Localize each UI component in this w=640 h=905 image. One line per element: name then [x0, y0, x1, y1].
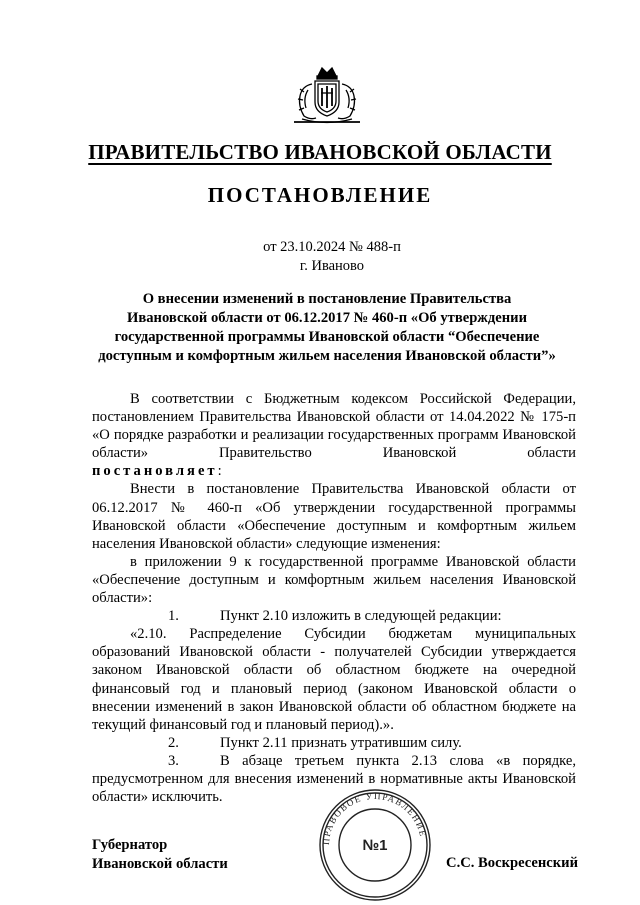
item-1 — [92, 607, 576, 625]
signature-block — [92, 836, 228, 874]
appendix-paragraph: в приложении 9 к государственной программе Ивановской области «Обеспечение доступным и комфортным жильем населения Ивановской области»: — [92, 553, 576, 607]
item-2 — [92, 734, 576, 752]
item-3-text: В абзаце третьем пункта 2.13 слова «в порядке, предусмотренном для внесения изменений в нормативные акты Ивановской области» исключить. — [92, 752, 576, 806]
subject-line: доступным и комфортным жильем населения Ивановской области”» — [98, 348, 556, 364]
signer-region: Ивановской области — [92, 856, 228, 872]
intro-paragraph: Внести в постановление Правительства Ивановской области от 06.12.2017 № 460-п «Об утверждении государственной программы Ивановской области «Обеспечение доступным и комфортным жильем населения Ивановской области» следующие изменения: — [92, 481, 576, 552]
decree-word: постановляет — [92, 463, 218, 480]
coat-of-arms-icon — [288, 62, 366, 128]
organization-title: ПРАВИТЕЛЬСТВО ИВАНОВСКОЙ ОБЛАСТИ — [88, 140, 552, 164]
document-type: ПОСТАНОВЛЕНИЕ — [207, 183, 433, 207]
item-1-number: 1. — [168, 608, 179, 625]
decree-paragraph — [92, 462, 576, 480]
signer-name: С.С. Воскресенский — [446, 855, 578, 871]
subject-line: Ивановской области от 06.12.2017 № 460-п «Об утверждении — [127, 310, 527, 326]
preamble-paragraph — [92, 390, 576, 462]
item-1-text: Пункт 2.10 изложить в следующей редакции: — [220, 608, 502, 625]
date-number: от 23.10.2024 № 488-п — [263, 239, 401, 255]
item-2-number: 2. — [168, 734, 179, 751]
document-meta — [0, 238, 640, 276]
subject-line: государственной программы Ивановской области “Обеспечение — [114, 329, 540, 345]
item-2-text: Пункт 2.11 признать утратившим силу. — [220, 734, 462, 751]
quoted-paragraph: «2.10. Распределение Субсидии бюджетам муниципальных образований Ивановской области - получателей Субсидии утверждается законом Ивановской области об областном бюджете на очередной финансовый год и плановый период (законом Ивановской области о внесении изменений в закон Ивановской области об областном бюджете на текущий финансовый год и плановый период).». — [92, 626, 576, 733]
stamp-text: ПРАВОВОЕ УПРАВЛЕНИЕ — [320, 790, 429, 846]
document-body — [92, 390, 576, 806]
document-subject — [88, 290, 566, 366]
stamp-icon — [312, 788, 438, 902]
decree-colon: : — [217, 463, 222, 480]
city: г. Иваново — [299, 258, 365, 274]
stamp-number: №1 — [362, 837, 388, 854]
signer-position: Губернатор — [92, 837, 168, 853]
subject-line: О внесении изменений в постановление Правительства — [142, 291, 512, 307]
item-3-number: 3. — [168, 752, 179, 769]
preamble-text: В соответствии с Бюджетным кодексом Российской Федерации, постановлением Правительства Ивановской области от 14.04.2022 № 175-п «О порядке разработки и реализации государственных программ Ивановской области» Правительство Ивановской области — [92, 391, 576, 462]
